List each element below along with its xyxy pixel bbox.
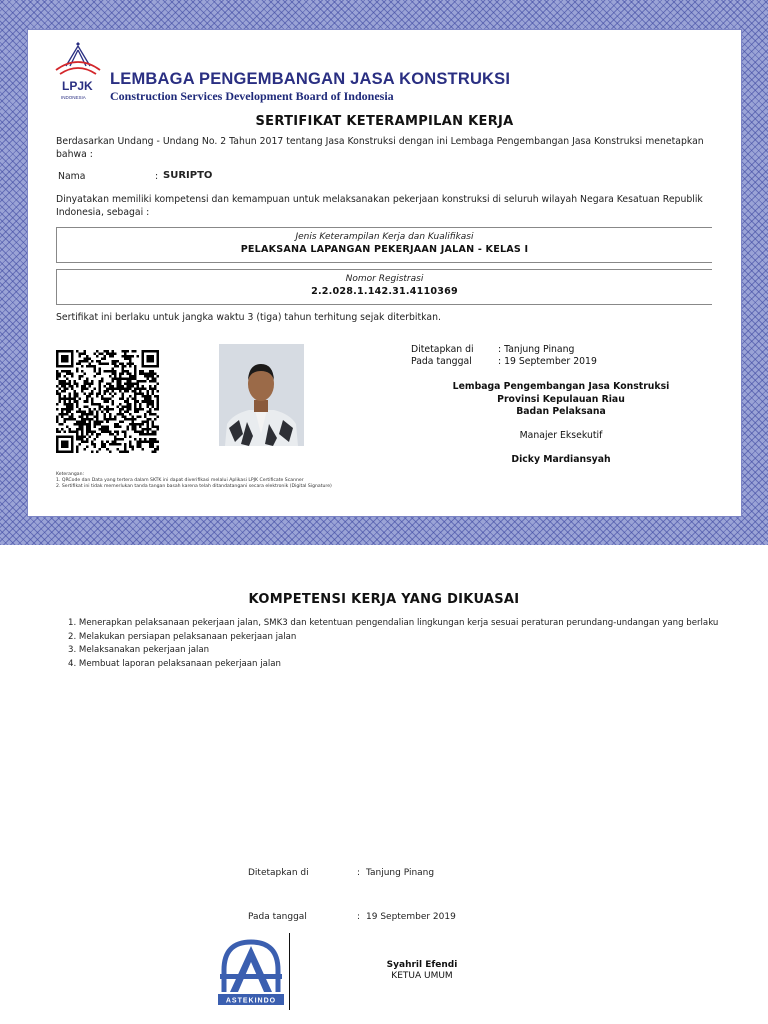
skill-value: PELAKSANA LAPANGAN PEKERJAAN JALAN - KELAS I	[240, 244, 529, 255]
org-name: LEMBAGA PENGEMBANGAN JASA KONSTRUKSI	[110, 70, 511, 88]
signer-name: Dicky Mardiansyah	[511, 454, 611, 465]
name-value: SURIPTO	[163, 170, 213, 181]
chair-name: Syahril Efendi	[386, 960, 458, 970]
astekindo-text: ASTEKINDO	[225, 997, 277, 1005]
astekindo-logo-icon	[216, 936, 286, 1008]
issued-date-value: : 19 September 2019	[498, 356, 597, 367]
certificate-body	[28, 30, 741, 516]
competence-title: KOMPETENSI KERJA YANG DIKUASAI	[248, 592, 520, 607]
issuance-block	[411, 344, 711, 465]
holder-photo	[219, 344, 304, 446]
note-2: 2. Sertifikat ini tidak memerlukan tanda tangan basah karena telah ditandatangani secara elektronik (Digital Signature)	[56, 484, 332, 489]
org-name-english: Construction Services Development Board of Indonesia	[110, 89, 394, 103]
registration-number: 2.2.028.1.142.31.4110369	[311, 286, 458, 297]
competence-list	[68, 617, 718, 671]
intro-text: Berdasarkan Undang - Undang No. 2 Tahun 2017 tentang Jasa Konstruksi dengan ini Lembaga Pengembangan Jasa Konstruksi menetapkan bahwa :	[56, 136, 704, 160]
notes	[56, 472, 332, 490]
certificate-title: SERTIFIKAT KETERAMPILAN KERJA	[255, 114, 514, 129]
p2-issued-date-colon: :	[357, 912, 361, 922]
p2-issued-at-colon: :	[357, 868, 361, 878]
list-item: 4. Membuat laporan pelaksanaan pekerjaan jalan	[68, 658, 281, 669]
name-colon: :	[155, 171, 159, 182]
divider-line	[289, 933, 290, 1010]
chair-block	[360, 960, 484, 982]
p2-issued-date-value: 19 September 2019	[366, 912, 456, 922]
signer-role: Manajer Eksekutif	[519, 430, 603, 441]
lpjk-header	[52, 40, 511, 104]
lpjk-logo-icon	[52, 40, 104, 102]
name-label: Nama	[58, 171, 86, 182]
p2-issued-at-value: Tanjung Pinang	[366, 868, 435, 878]
note-1: 1. QRCode dan Data yang tertera dalam SKTK ini dapat diverifikasi melalui Aplikasi LPJK Certificate Scanner	[56, 478, 304, 483]
issued-at-value: : Tanjung Pinang	[498, 344, 575, 355]
registration-caption: Nomor Registrasi	[345, 274, 424, 284]
list-item: 3. Melaksanakan pekerjaan jalan	[68, 645, 210, 655]
skill-box	[56, 227, 712, 263]
lpjk-logo-text: LPJK	[62, 79, 93, 93]
skill-caption: Jenis Keterampilan Kerja dan Kualifikasi	[295, 232, 474, 242]
lpjk-logo-sub: INDONESIA	[61, 95, 86, 100]
issued-at-label: Ditetapkan di	[411, 344, 474, 355]
registration-box	[56, 269, 712, 305]
qr-code-icon	[56, 350, 159, 453]
list-item: 1. Menerapkan pelaksanaan pekerjaan jalan, SMK3 dan ketentuan pengendalian lingkungan kerja sesuai peraturan perundang-undangan yang berlaku	[68, 618, 719, 628]
issuer-block	[411, 381, 711, 419]
issuer-line-1: Lembaga Pengembangan Jasa Konstruksi	[452, 381, 670, 392]
list-item: 2. Melakukan persiapan pelaksanaan pekerjaan jalan	[68, 631, 297, 642]
issuer-line-3: Badan Pelaksana	[516, 406, 606, 417]
issuer-line-2: Provinsi Kepulauan Riau	[497, 393, 625, 405]
p2-issued-date-label: Pada tanggal	[248, 912, 307, 922]
statement-text: Dinyatakan memiliki kompetensi dan kemampuan untuk melaksanakan pekerjaan konstruksi di seluruh wilayah Negara Kesatuan Republik Indonesia, sebagai :	[56, 194, 703, 218]
chair-role: KETUA UMUM	[391, 971, 453, 981]
notes-title: Keterangan:	[56, 472, 85, 477]
issued-date-label: Pada tanggal	[411, 356, 472, 367]
p2-issued-at-label: Ditetapkan di	[248, 868, 309, 878]
validity-text: Sertifikat ini berlaku untuk jangka waktu 3 (tiga) tahun terhitung sejak diterbitkan.	[56, 312, 441, 323]
